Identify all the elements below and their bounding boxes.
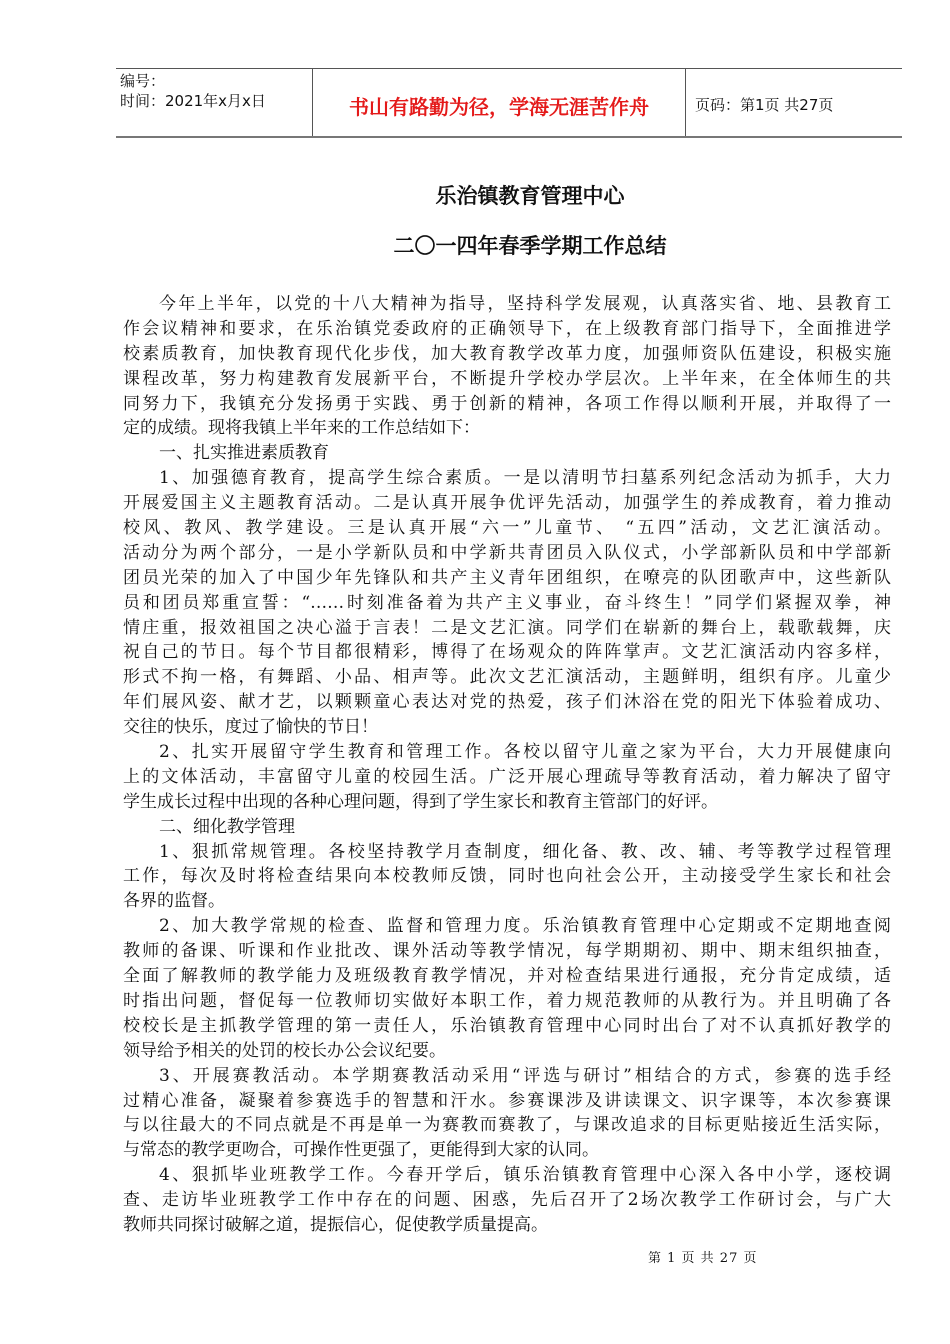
text-line: 定的成绩。现将我镇上半年来的工作总结如下： — [123, 418, 480, 439]
divider — [685, 69, 686, 136]
text-line: 一、扎实推进素质教育 — [159, 443, 329, 464]
text-line: 员和团员郑重宣誓：“……时刻准备着为共产主义事业，奋斗终生！”同学们紧握双拳，神 — [123, 592, 891, 613]
text-line: 过精心准备，凝聚着参赛选手的智慧和汗水。参赛课涉及讲读课文、识字课等，本次参赛课 — [123, 1090, 891, 1111]
text-line: 4、狠抓毕业班教学工作。今春开学后，镇乐治镇教育管理中心深入各中小学，逐校调 — [159, 1165, 891, 1186]
text-line: 今年上半年，以党的十八大精神为指导，坚持科学发展观，认真落实省、地、县教育工 — [159, 294, 891, 314]
paragraph — [123, 740, 891, 815]
text-line: 领导给予相关的处罚的校长办公会议纪要。 — [123, 1040, 446, 1061]
text-line: 年们展风姿、献才艺，以颗颗童心表达对党的热爱，孩子们沐浴在党的阳光下体验着成功、 — [123, 692, 891, 713]
text-line: 开展爱国主义主题教育活动。二是认真开展争优评先活动，加强学生的养成教育，着力推动 — [123, 493, 891, 514]
text-line: 3、开展赛教活动。本学期赛教活动采用“评选与研讨”相结合的方式，参赛的选手经 — [159, 1065, 891, 1086]
paragraph — [123, 914, 891, 1063]
text-line: 同努力下，我镇充分发扬勇于实践、勇于创新的精神，各项工作得以顺利开展，并取得了一 — [123, 393, 891, 414]
paragraph — [123, 292, 891, 441]
text-line: 学生成长过程中出现的各种心理问题，得到了学生家长和教育主管部门的好评。 — [123, 791, 718, 812]
text-line: 1、狠抓常规管理。各校坚持教学月查制度，细化备、教、改、辅、考等教学过程管理 — [159, 841, 891, 862]
text-line: 情庄重，报效祖国之决心溢于言表！二是文艺汇演。同学们在崭新的舞台上，载歌载舞，庆 — [123, 617, 891, 638]
text-line: 校校长是主抓教学管理的第一责任人，乐治镇教育管理中心同时出台了对不认真抓好教学的 — [123, 1015, 891, 1036]
divider — [312, 69, 313, 136]
document-subtitle: 二〇一四年春季学期工作总结 — [393, 234, 667, 258]
text-line: 祝自己的节日。每个节目都很精彩，博得了在场观众的阵阵掌声。文艺汇演活动内容多样， — [123, 642, 891, 663]
document-title: 乐治镇教育管理中心 — [435, 184, 625, 208]
header-motto: 书山有路勤为径，学海无涯苦作舟 — [349, 95, 649, 119]
document-body — [123, 292, 891, 1238]
text-line: 形式不拘一格，有舞蹈、小品、相声等。此次文艺汇演活动，主题鲜明，组织有序。儿童少 — [123, 667, 891, 688]
number-label: 编号： — [120, 72, 166, 90]
text-line: 交往的快乐，度过了愉快的节日！ — [123, 717, 378, 738]
paragraph — [123, 1163, 891, 1238]
paragraph — [123, 466, 891, 740]
text-line: 活动分为两个部分，一是小学新队员和中学新共青团员入队仪式，小学部新队员和中学部新 — [123, 542, 891, 563]
time-label: 时间：2021年x月x日 — [120, 92, 266, 110]
text-line: 上的文体活动，丰富留守儿童的校园生活。广泛开展心理疏导等教育活动，着力解决了留守 — [123, 766, 891, 787]
text-line: 与常态的教学更吻合，可操作性更强了，更能得到大家的认同。 — [123, 1140, 599, 1161]
header-meta — [120, 71, 266, 111]
text-line: 课程改革，努力构建教育发展新平台，不断提升学校办学层次。上半年来，在全体师生的共 — [123, 368, 891, 389]
paragraph — [123, 441, 891, 466]
text-line: 校素质教育，加快教育现代化步伐，加大教育教学改革力度，加强师资队伍建设，积极实施 — [123, 343, 891, 364]
page-footer: 第 1 页 共 27 页 — [648, 1251, 758, 1266]
text-line: 教师共同探讨破解之道，提振信心，促使教学质量提高。 — [123, 1214, 548, 1235]
paragraph — [123, 1064, 891, 1164]
text-line: 团员光荣的加入了中国少年先锋队和共产主义青年团组织，在嘹亮的队团歌声中，这些新队 — [123, 567, 891, 588]
text-line: 二、细化教学管理 — [159, 816, 295, 837]
text-line: 2、加大教学常规的检查、监督和管理力度。乐治镇教育管理中心定期或不定期地查阅 — [159, 916, 891, 937]
page-header — [116, 68, 902, 138]
text-line: 作会议精神和要求，在乐治镇党委政府的正确领导下，在上级教育部门指导下，全面推进学 — [123, 318, 891, 339]
paragraph — [123, 840, 891, 915]
text-line: 1、加强德育教育，提高学生综合素质。一是以清明节扫墓系列纪念活动为抓手，大力 — [159, 468, 891, 489]
text-line: 2、扎实开展留守学生教育和管理工作。各校以留守儿童之家为平台，大力开展健康向 — [159, 742, 891, 763]
text-line: 查、走访毕业班教学工作中存在的问题、困惑，先后召开了2场次教学工作研讨会，与广大 — [123, 1190, 891, 1211]
text-line: 全面了解教师的教学能力及班级教育教学情况，并对检查结果进行通报，充分肯定成绩，适 — [123, 966, 891, 987]
text-line: 校风、教风、教学建设。三是认真开展“六一”儿童节、 “五四”活动，文艺汇演活动。 — [123, 518, 891, 539]
text-line: 与以往最大的不同点就是不再是单一为赛教而赛教了，与课改追求的目标更贴接近生活实际， — [123, 1115, 891, 1136]
paragraph — [123, 815, 891, 840]
text-line: 教师的备课、听课和作业批改、课外活动等教学情况，每学期期初、期中、期末组织抽查， — [123, 941, 891, 962]
text-line: 时指出问题，督促每一位教师切实做好本职工作，着力规范教师的从教行为。并且明确了各 — [123, 990, 891, 1011]
text-line: 工作，每次及时将检查结果向本校教师反馈，同时也向社会公开，主动接受学生家长和社会 — [123, 866, 891, 887]
header-page-info: 页码：第1页 共27页 — [695, 96, 834, 114]
text-line: 各界的监督。 — [123, 891, 225, 912]
